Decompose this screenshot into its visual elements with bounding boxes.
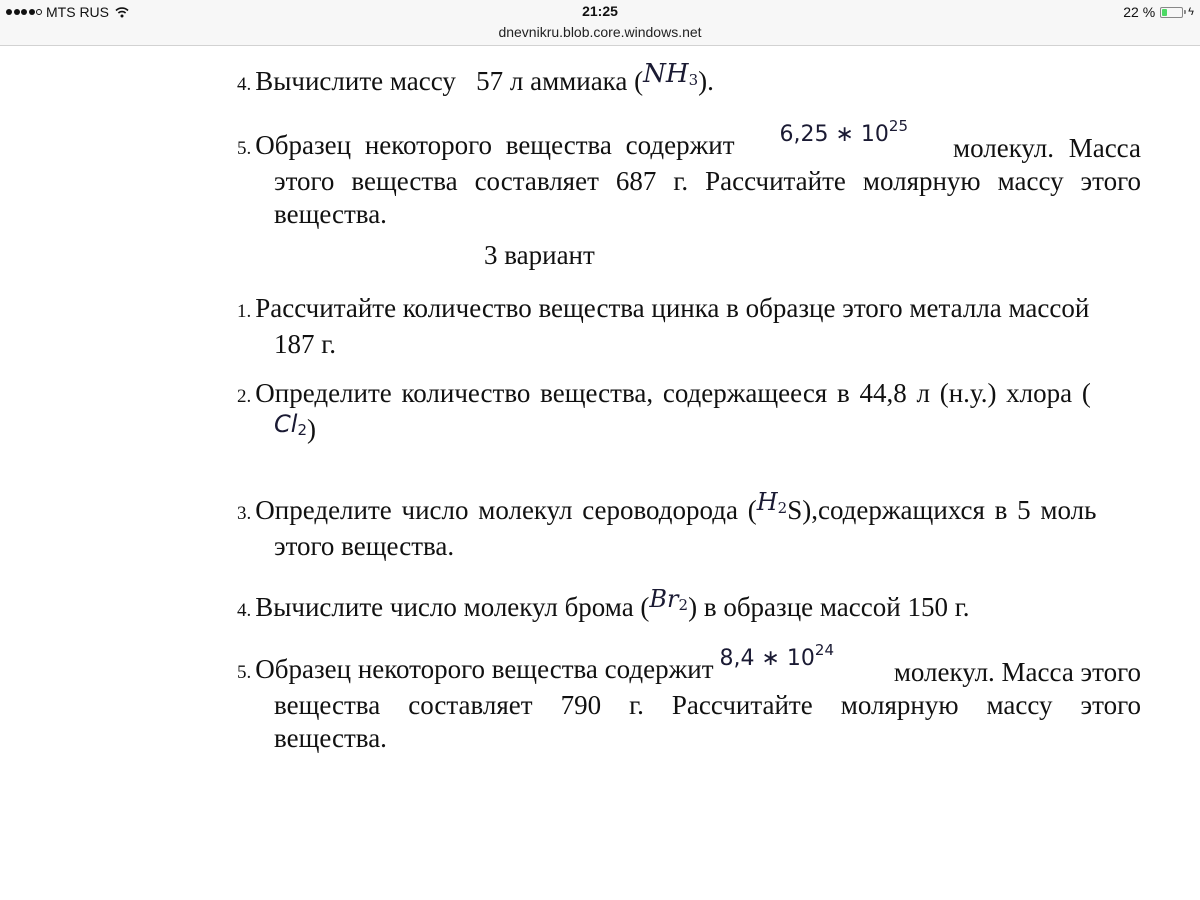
- carrier-name: MTS RUS: [46, 4, 109, 20]
- task-line-2: [237, 165, 1141, 198]
- task-line-start: [237, 486, 1096, 530]
- task-text: этого вещества.: [274, 531, 455, 561]
- task-line-start: [237, 653, 714, 689]
- formula-molecule-count: [780, 110, 909, 151]
- formula-subscript: 2: [297, 421, 307, 439]
- task-number: 4.: [237, 74, 252, 95]
- task-text: Рассчитайте количество вещества цинка в образце этого металла массой: [255, 293, 1090, 323]
- formula-base: Cl: [274, 410, 298, 438]
- battery-level: [1162, 9, 1167, 16]
- task-line-2: [237, 410, 1141, 453]
- task-text: Вычислите число молекул брома (: [255, 592, 650, 622]
- task-number: 1.: [237, 301, 252, 322]
- document-page: [0, 46, 1200, 900]
- task-line-start: [237, 377, 1091, 413]
- formula-exponent: 25: [888, 117, 908, 135]
- variant-heading: 3 вариант: [484, 240, 595, 270]
- task-1: [237, 292, 1141, 361]
- task-line-2: [237, 689, 1141, 722]
- clock: 21:25: [582, 3, 618, 19]
- formula-subscript: 3: [688, 71, 699, 89]
- task-text: вещества.: [274, 199, 387, 229]
- task-5: [237, 641, 1141, 755]
- task-text: вещества.: [274, 723, 387, 753]
- task-text: Образец некоторого вещества содержит: [255, 654, 714, 684]
- task-line: [237, 641, 1141, 689]
- task-text-end: ): [306, 414, 316, 444]
- address-bar[interactable]: dnevnikru.blob.core.windows.net: [498, 24, 702, 40]
- task-4: [237, 583, 969, 627]
- formula-molecule-count: [720, 634, 835, 675]
- task-line: [237, 486, 1141, 530]
- task-text: вещества составляет 790 г. Рассчитайте молярную массу этого: [274, 690, 1141, 720]
- task-number: 5.: [237, 138, 252, 159]
- formula-exponent: 24: [814, 641, 834, 659]
- task-2: [237, 377, 1141, 453]
- task-text-end: S),содержащихся в 5 моль: [787, 495, 1097, 525]
- task-3: [237, 486, 1141, 563]
- formula-cl2: [274, 410, 307, 438]
- status-right: [1123, 3, 1194, 21]
- formula-h2s: [757, 488, 787, 516]
- battery-tip: [1184, 10, 1186, 14]
- formula-base: 6,25 ∗ 10: [779, 122, 889, 147]
- formula-subscript: 2: [678, 596, 689, 614]
- task-number: 5.: [237, 662, 252, 683]
- task-line: [237, 377, 1141, 413]
- bolt-icon: ϟ: [1188, 6, 1194, 18]
- task-text: 187 г.: [274, 329, 337, 359]
- task-text: Вычислите массу 57 л аммиака (: [255, 66, 644, 96]
- task-line-start: [237, 129, 735, 165]
- task-text: этого вещества составляет 687 г. Рассчитайте молярную массу этого: [274, 166, 1141, 196]
- task-text-end: молекул. Масса этого: [893, 657, 1141, 687]
- task-prev-4: [237, 58, 714, 101]
- formula-base: Br: [649, 585, 679, 613]
- browser-chrome: [0, 0, 1200, 46]
- task-line: [237, 292, 1141, 328]
- task-prev-5: [237, 117, 1141, 231]
- battery-icon: [1160, 7, 1183, 18]
- task-text-end: ) в образце массой 150 г.: [688, 592, 970, 622]
- formula-br2: [649, 585, 688, 613]
- formula-base: NH: [643, 59, 689, 89]
- formula-nh3: [643, 59, 698, 89]
- task-text-end: молекул. Масса: [953, 133, 1141, 163]
- task-line: [237, 117, 1141, 165]
- task-text: Определите число молекул сероводорода (: [255, 495, 757, 525]
- battery-percent: 22 %: [1123, 4, 1156, 20]
- formula-base: 8,4 ∗ 10: [719, 646, 815, 671]
- task-number: 3.: [237, 503, 252, 524]
- task-text: Определите количество вещества, содержащееся в 44,8 л (н.у.) хлора (: [255, 378, 1091, 408]
- formula-subscript: 2: [777, 499, 788, 517]
- task-number: 4.: [237, 600, 252, 621]
- task-text: Образец некоторого вещества содержит: [255, 130, 735, 160]
- task-text-end: ).: [698, 66, 714, 96]
- formula-base: H: [756, 488, 778, 516]
- task-number: 2.: [237, 386, 252, 407]
